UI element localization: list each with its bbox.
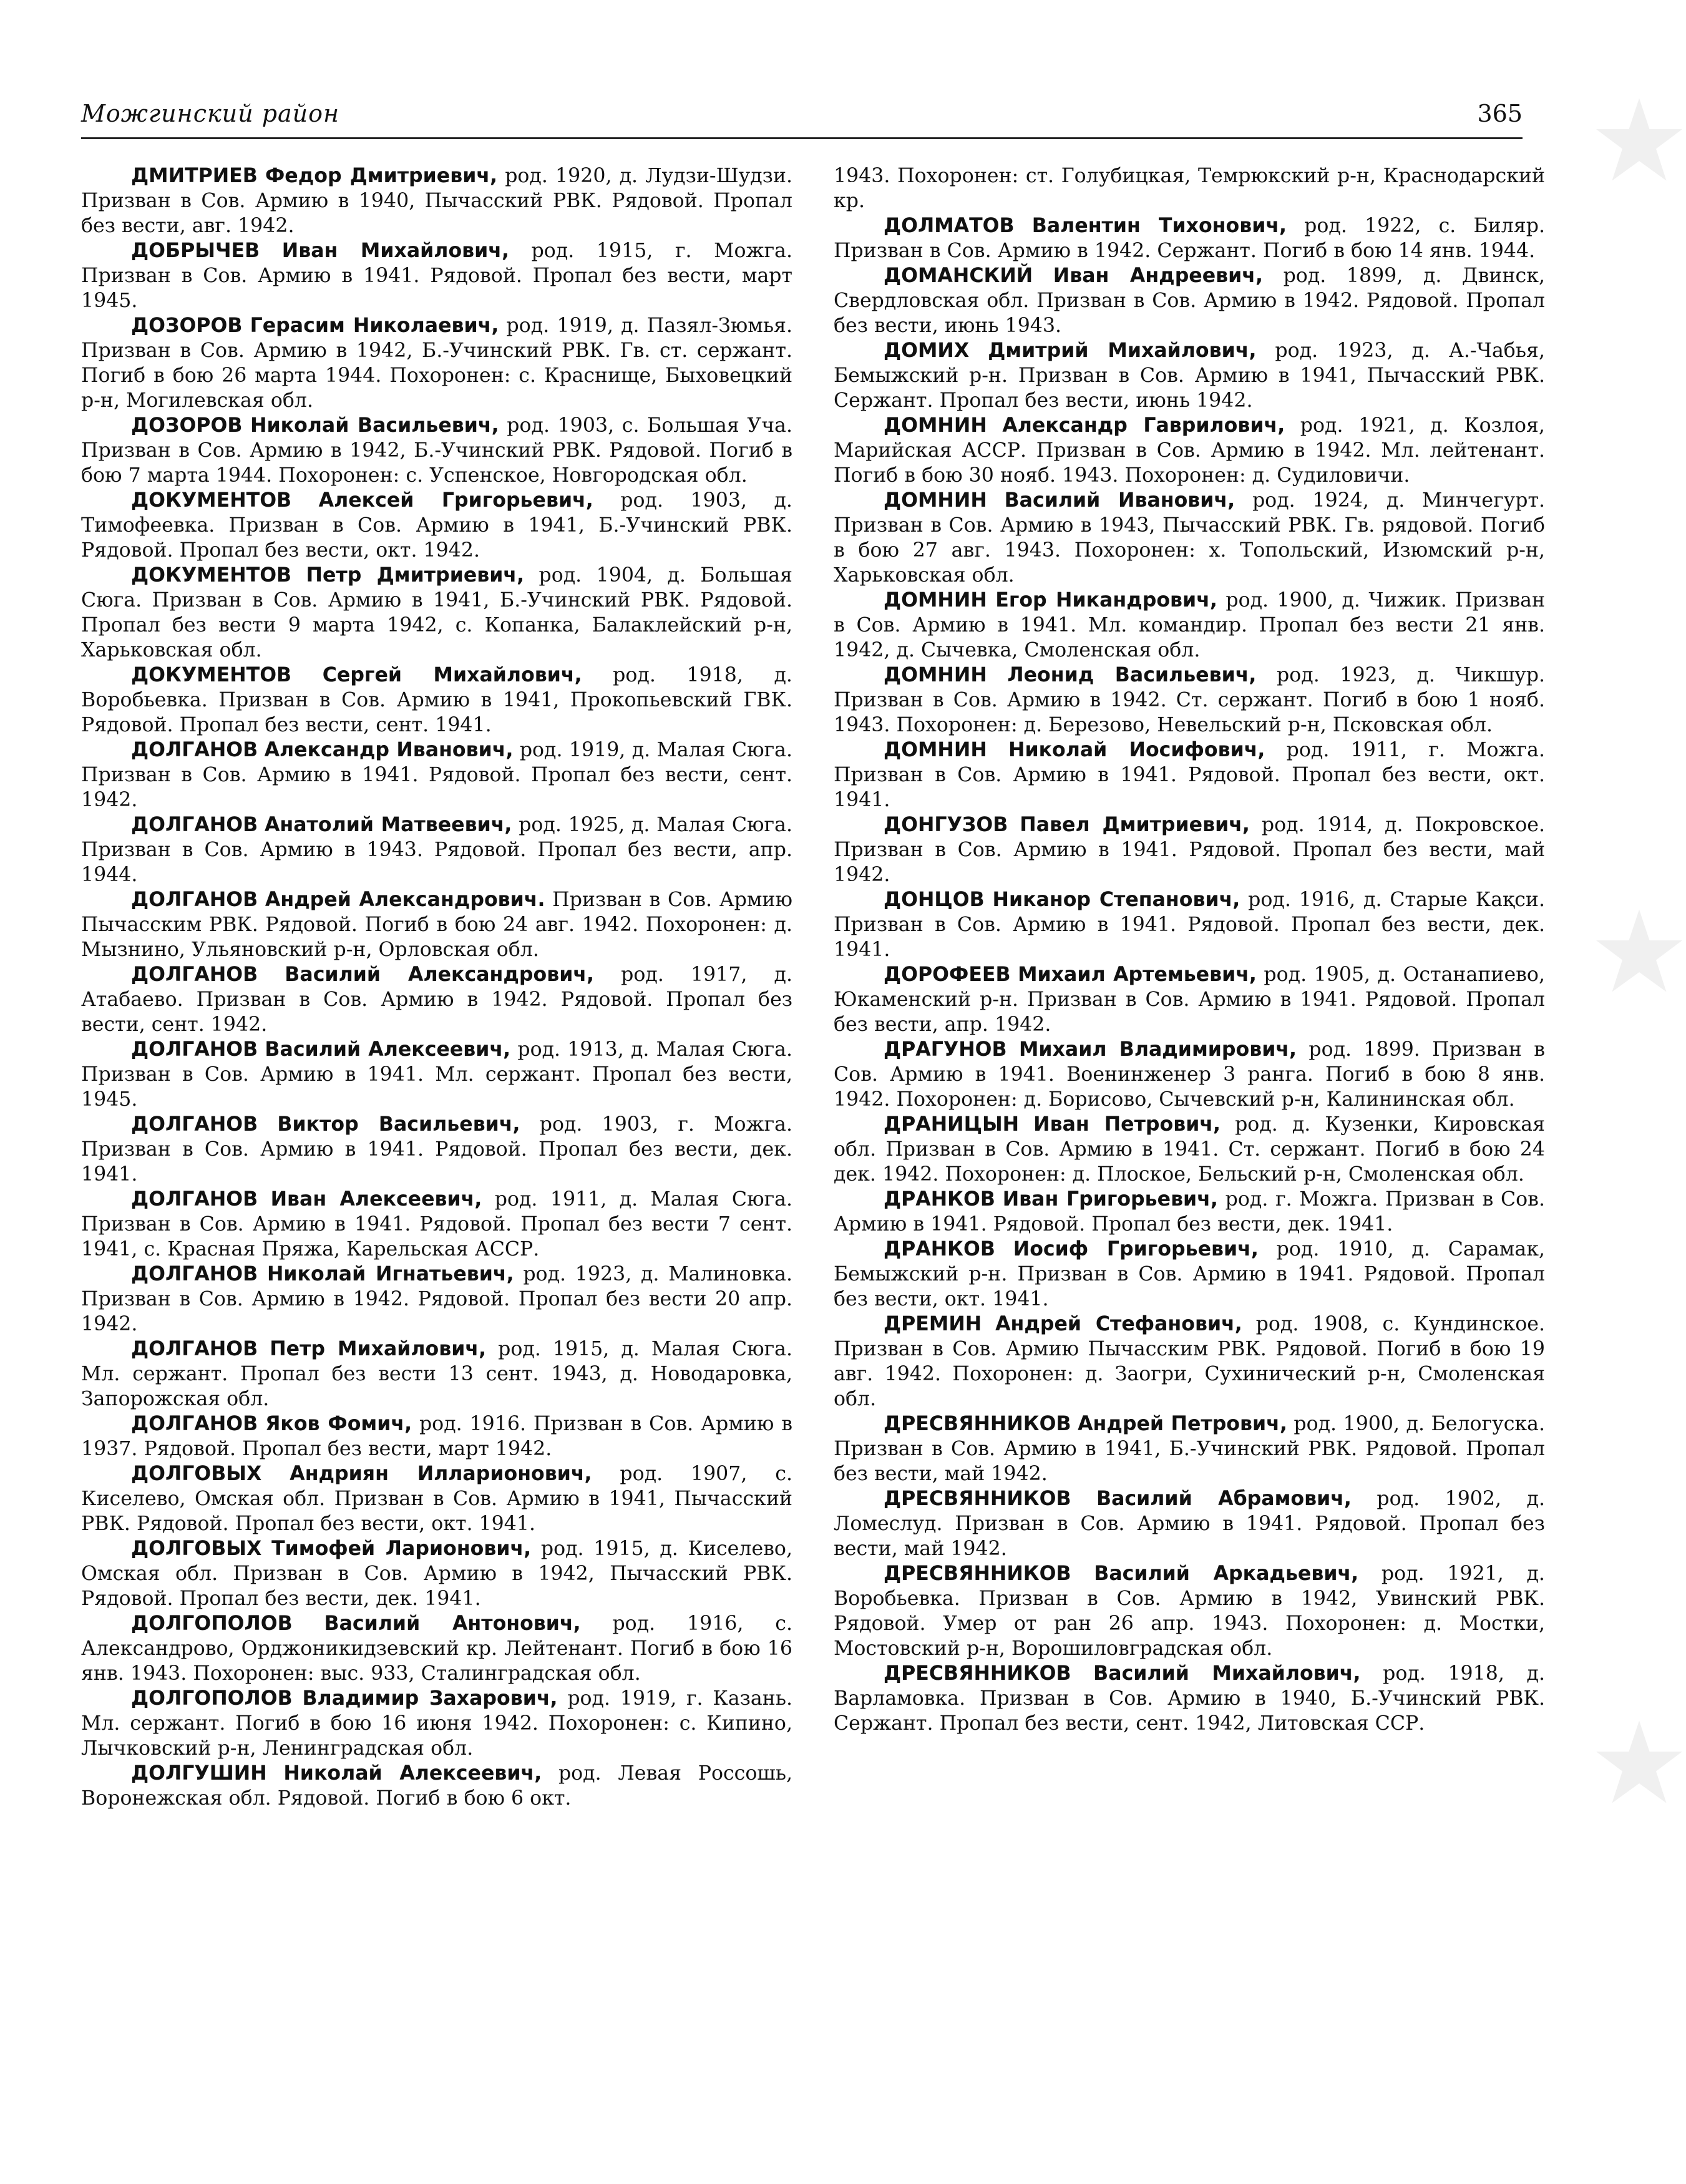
entry xyxy=(81,1262,792,1337)
entry-surname: ДОРОФЕЕВ xyxy=(884,963,1011,986)
entry-surname: ДОКУМЕНТОВ xyxy=(131,664,292,686)
entry-given-names: Иван Андреевич, xyxy=(1053,265,1263,287)
entry-given-names: Александр Гаврилович, xyxy=(1002,414,1285,437)
entry-given-names: Василий Антонович, xyxy=(324,1612,581,1635)
entry xyxy=(81,488,792,563)
entry-surname: ДОЛГОПОЛОВ xyxy=(131,1687,293,1710)
entry xyxy=(81,163,792,238)
entry-given-names: Василий Абрамович, xyxy=(1096,1488,1352,1510)
entry xyxy=(81,812,792,887)
entry-given-names: Егор Никандрович, xyxy=(995,589,1217,612)
entry-surname: ДОЛГАНОВ xyxy=(131,1113,258,1136)
entry-details: род. 1903, с. Большая Уча. Призван в Сов. Армию в 1942, Б.-Учинский РВК. Рядовой. Погиб в бою 7 марта 1944. Похоронен: с. Успенское, Новгородская обл. xyxy=(81,414,792,487)
entry xyxy=(81,1187,792,1262)
entry-given-names: Николай Алексеевич, xyxy=(283,1762,542,1785)
right-column-entries xyxy=(834,213,1545,1736)
entry-details: род. 1916, с. Александрово, Орджоникидзевский кр. Лейтенант. Погиб в бою 16 янв. 1943. Похоронен: выс. 933, Сталинградская обл. xyxy=(81,1612,792,1685)
entry xyxy=(834,1312,1545,1411)
entry-details: род. 1910, д. Сарамак, Бемыжский р-н. Призван в Сов. Армию в 1941. Рядовой. Пропал без вести, окт. 1941. xyxy=(834,1238,1545,1310)
entry-given-names: Михаил Артемьевич, xyxy=(1018,963,1257,986)
entry xyxy=(81,238,792,313)
entry-surname: ДОМАНСКИЙ xyxy=(884,265,1033,287)
entry-surname: ДОНЦОВ xyxy=(884,889,985,911)
entry-details: род. 1900, д. Чижик. Призван в Сов. Армию в 1941. Мл. командир. Пропал без вести 21 янв. 1942, д. Сычевка, Смоленская обл. xyxy=(834,589,1545,661)
running-head-district: Можгинский район xyxy=(81,100,340,127)
right-column xyxy=(834,163,1545,2011)
entry-details: род. 1918, д. Воробьевка. Призван в Сов. Армию в 1941, Прокопьевский ГВК. Рядовой. Пропал без вести, сент. 1941. xyxy=(81,664,792,736)
entry xyxy=(834,962,1545,1037)
entry xyxy=(834,213,1545,263)
entry-surname: ДОМНИН xyxy=(884,414,987,437)
entry-given-names: Иосиф Григорьевич, xyxy=(1013,1238,1259,1260)
entry-surname: ДОНГУЗОВ xyxy=(884,814,1008,836)
left-column xyxy=(81,163,792,2176)
entry-surname: ДОЗОРОВ xyxy=(131,314,243,337)
entry-given-names: Андрей Стефанович, xyxy=(995,1313,1242,1335)
entry-details: род. 1907, с. Киселево, Омская обл. Призван в Сов. Армию в 1941, Пычасский РВК. Рядовой. Пропал без вести, окт. 1941. xyxy=(81,1463,792,1535)
entry xyxy=(834,738,1545,812)
entry-details: род. 1908, с. Кундинское. Призван в Сов. Армию Пычасским РВК. Рядовой. Погиб в бою 19 авг. 1942. Похоронен: д. Заогри, Сухиничеcкий р-н, Смоленская обл. xyxy=(834,1313,1545,1410)
entry-given-names: Герасим Николаевич, xyxy=(250,314,499,337)
entry-surname: ДОЛГАНОВ xyxy=(131,963,258,986)
entry xyxy=(834,1661,1545,1736)
entry-details: род. 1911, г. Можга. Призван в Сов. Армию в 1941. Рядовой. Пропал без вести, окт. 1941. xyxy=(834,739,1545,811)
entry-details: род. д. Кузенки, Кировская обл. Призван в Сов. Армию в 1941. Ст. сержант. Погиб в бою 24 дек. 1942. Похоронен: д. Плоское, Бельский р-н, Смоленская обл. xyxy=(834,1113,1545,1186)
entry-given-names: Владимир Захарович, xyxy=(302,1687,558,1710)
entry xyxy=(81,1761,792,1811)
entry-given-names: Анатолий Матвеевич, xyxy=(264,814,512,836)
entry xyxy=(81,663,792,738)
entry-details: род. 1923, д. Чикшур. Призван в Сов. Армию в 1942. Ст. сержант. Погиб в бою 1 нояб. 1943. Похоронен: д. Березово, Невельский р-н, Псковская обл. xyxy=(834,664,1545,736)
entry-surname: ДОЗОРОВ xyxy=(131,414,243,437)
entry-surname: ДОМИХ xyxy=(884,339,970,362)
entry-surname: ДОЛГАНОВ xyxy=(131,1413,258,1435)
entry-details: род. 1920, д. Лудзи-Шудзи. Призван в Сов. Армию в 1940, Пычасский РВК. Рядовой. Пропал без вести, авг. 1942. xyxy=(81,165,792,237)
entry-details: род. 1919, д. Пазял-Зюмья. Призван в Сов. Армию в 1942, Б.-Учинский РВК. Гв. ст. сержант. Погиб в бою 26 марта 1944. Похоронен: с. Краснище, Быховецкий р-н, Могилевская обл. xyxy=(81,314,792,412)
entry xyxy=(834,1237,1545,1312)
entry-surname: ДРЕСВЯННИКОВ xyxy=(884,1488,1071,1510)
entry-given-names: Иван Михайлович, xyxy=(281,240,509,262)
entry-given-names: Тимофей Ларионович, xyxy=(271,1538,532,1560)
entry-details: род. 1900, д. Белогуска. Призван в Сов. Армию в 1941, Б.-Учинский РВК. Рядовой. Пропал без вести, май 1942. xyxy=(834,1413,1545,1485)
entry xyxy=(81,1536,792,1611)
entry-given-names: Василий Иванович, xyxy=(1004,489,1235,512)
entry-given-names: Сергей Михайлович, xyxy=(322,664,582,686)
entry xyxy=(834,1112,1545,1187)
entry xyxy=(81,563,792,663)
entry xyxy=(834,338,1545,413)
entry xyxy=(834,663,1545,738)
entry xyxy=(834,413,1545,488)
entry-given-names: Леонид Васильевич, xyxy=(1007,664,1257,686)
entry-given-names: Андриян Илларионович, xyxy=(290,1463,592,1485)
entry-given-names: Никанор Степанович, xyxy=(992,889,1240,911)
entry-surname: ДОКУМЕНТОВ xyxy=(131,489,292,512)
star-watermark-icon xyxy=(1592,905,1686,998)
entry xyxy=(834,812,1545,887)
entry-details: род. 1922, с. Биляр. Призван в Сов. Армию в 1942. Сержант. Погиб в бою 14 янв. 1944. xyxy=(834,215,1545,262)
entry-given-names: Виктор Васильевич, xyxy=(277,1113,520,1136)
entry xyxy=(81,738,792,812)
entry-surname: ДОЛГАНОВ xyxy=(131,1038,258,1061)
star-watermark-icon xyxy=(1592,1716,1686,1810)
entry-surname: ДРАНКОВ xyxy=(884,1238,995,1260)
entry xyxy=(81,313,792,413)
entry xyxy=(81,1037,792,1112)
entry-surname: ДОЛГОВЫХ xyxy=(131,1538,262,1560)
entry-details: род. 1925, д. Малая Сюга. Призван в Сов. Армию в 1943. Рядовой. Пропал без вести, апр. 1944. xyxy=(81,814,792,886)
entry-details: род. 1919, г. Казань. Мл. сержант. Погиб в бою 16 июня 1942. Похоронен: с. Кипино, Лычковский р-н, Ленинградская обл. xyxy=(81,1687,792,1760)
entry-surname: ДОЛГАНОВ xyxy=(131,814,258,836)
entry xyxy=(81,1611,792,1686)
entry-surname: ДОЛГАНОВ xyxy=(131,1188,258,1211)
star-watermark-icon xyxy=(1592,94,1686,187)
entry-given-names: Иван Алексеевич, xyxy=(270,1188,482,1211)
entry-given-names: Николай Иосифович, xyxy=(1008,739,1265,761)
entry-given-names: Иван Петрович, xyxy=(1033,1113,1221,1136)
entry-surname: ДОЛГАНОВ xyxy=(131,889,258,911)
entry-given-names: Александр Иванович, xyxy=(264,739,514,761)
entry-given-names: Василий Михайлович, xyxy=(1093,1662,1361,1685)
entry-given-names: Василий Алексеевич, xyxy=(265,1038,511,1061)
entry xyxy=(834,1037,1545,1112)
entry-details: род. 1921, д. Воробьевка. Призван в Сов. Армию в 1942, Увинский РВК. Рядовой. Умер от ран 26 апр. 1943. Похоронен: д. Мостки, Мостовский р-н, Ворошиловградская обл. xyxy=(834,1562,1545,1660)
entry xyxy=(81,962,792,1037)
entry-given-names: Андрей Александрович. xyxy=(265,889,545,911)
entry-surname: ДОБРЫЧЕВ xyxy=(131,240,260,262)
entry-surname: ДОМНИН xyxy=(884,664,987,686)
entry-details: род. 1899, д. Двинск, Свердловская обл. Призван в Сов. Армию в 1942. Рядовой. Пропал без вести, июнь 1943. xyxy=(834,265,1545,337)
entry-details: род. 1903, д. Тимофеевка. Призван в Сов. Армию в 1941, Б.-Учинский РВК. Рядовой. Пропал без вести, окт. 1942. xyxy=(81,489,792,562)
entry-details: род. 1916, д. Старые Кақси. Призван в Сов. Армию в 1941. Рядовой. Пропал без вести, дек. 1941. xyxy=(834,889,1545,961)
entry-surname: ДРЕСВЯННИКОВ xyxy=(884,1413,1071,1435)
entry-given-names: Яков Фомич, xyxy=(265,1413,412,1435)
page-number: 365 xyxy=(1477,100,1523,127)
entry xyxy=(81,1337,792,1411)
entry xyxy=(834,1486,1545,1561)
entry-details: род. 1923, д. Малиновка. Призван в Сов. Армию в 1942. Рядовой. Пропал без вести 20 апр. 1942. xyxy=(81,1263,792,1335)
entry-given-names: Николай Игнатьевич, xyxy=(266,1263,514,1285)
entry-given-names: Андрей Петрович, xyxy=(1078,1413,1287,1435)
entry-surname: ДРАНИЦЫН xyxy=(884,1113,1020,1136)
entry xyxy=(834,1187,1545,1237)
entry xyxy=(834,488,1545,588)
entry-details: род. г. Можга. Призван в Сов. Армию в 1941. Рядовой. Пропал без вести, дек. 1941. xyxy=(834,1188,1545,1236)
entry-surname: ДОКУМЕНТОВ xyxy=(131,564,292,587)
entry-surname: ДОМНИН xyxy=(884,489,987,512)
entry-details: род. 1921, д. Козлоя, Марийская АССР. Призван в Сов. Армию в 1942. Мл. лейтенант. Погиб в бою 30 нояб. 1943. Похоронен: д. Судиловичи. xyxy=(834,414,1545,487)
entry-surname: ДОЛГАНОВ xyxy=(131,1263,258,1285)
entry xyxy=(81,413,792,488)
entry-given-names: Дмитрий Михайлович, xyxy=(988,339,1257,362)
entry xyxy=(834,588,1545,663)
entry-surname: ДОЛГУШИН xyxy=(131,1762,267,1785)
entry-details: род. 1903, г. Можга. Призван в Сов. Армию в 1941. Рядовой. Пропал без вести, дек. 1941. xyxy=(81,1113,792,1186)
entry-surname: ДРЕСВЯННИКОВ xyxy=(884,1562,1071,1585)
entry-details: род. 1913, д. Малая Сюга. Призван в Сов. Армию в 1941. Мл. сержант. Пропал без вести, 1945. xyxy=(81,1038,792,1111)
entry-details: род. 1915, д. Киселево, Омская обл. Призван в Сов. Армию в 1942, Пычасский РВК. Рядовой. Пропал без вести, дек. 1941. xyxy=(81,1538,792,1610)
entry-details: род. 1915, д. Малая Сюга. Мл. сержант. Пропал без вести 13 сент. 1943, д. Новодаровка, Запорожская обл. xyxy=(81,1338,792,1410)
entry-surname: ДРАГУНОВ xyxy=(884,1038,1007,1061)
entry-given-names: Валентин Тихонович, xyxy=(1031,215,1287,237)
entry-surname: ДМИТРИЕВ xyxy=(131,165,258,187)
entry-given-names: Федор Дмитриевич, xyxy=(265,165,498,187)
entry-details: род. 1899. Призван в Сов. Армию в 1941. Военинженер 3 ранга. Погиб в бою 8 янв. 1942. Похоронен: д. Борисово, Сычевский р-н, Калининская обл. xyxy=(834,1038,1545,1111)
entry-details: род. 1915, г. Можга. Призван в Сов. Армию в 1941. Рядовой. Пропал без вести, март 1945. xyxy=(81,240,792,312)
entry xyxy=(81,1461,792,1536)
entry-details: род. 1911, д. Малая Сюга. Призван в Сов. Армию в 1941. Рядовой. Пропал без вести 7 сент. 1941, с. Красная Пряжа, Карельская АССР. xyxy=(81,1188,792,1260)
entry-given-names: Василий Александрович, xyxy=(285,963,595,986)
entry xyxy=(81,1686,792,1761)
entry-given-names: Петр Дмитриевич, xyxy=(306,564,525,587)
entry-details: Призван в Сов. Армию Пычасским РВК. Рядовой. Погиб в бою 24 авг. 1942. Похоронен: д. Мызнино, Ульяновский р-н, Орловская обл. xyxy=(81,889,792,961)
entry-details: род. 1923, д. А.-Чабья, Бемыжский р-н. Призван в Сов. Армию в 1941, Пычасский РВК. Сержант. Пропал без вести, июнь 1942. xyxy=(834,339,1545,412)
entry-given-names: Николай Васильевич, xyxy=(250,414,499,437)
entry xyxy=(81,1112,792,1187)
entry-given-names: Павел Дмитриевич, xyxy=(1020,814,1250,836)
entry-details: род. Левая Россошь, Воронежская обл. Рядовой. Погиб в бою 6 окт. xyxy=(81,1762,792,1810)
entry-details: род. 1918, д. Варламовка. Призван в Сов. Армию в 1940, Б.-Учинский РВК. Сержант. Пропал без вести, сент. 1942, Литовская ССР. xyxy=(834,1662,1545,1735)
entry-surname: ДОЛГАНОВ xyxy=(131,739,258,761)
entry-details: род. 1919, д. Малая Сюга. Призван в Сов. Армию в 1941. Рядовой. Пропал без вести, сент. 1942. xyxy=(81,739,792,811)
entry-surname: ДРАНКОВ xyxy=(884,1188,995,1211)
entry-details: род. 1905, д. Останапиево, Юкаменский р-н. Призван в Сов. Армию в 1941. Рядовой. Пропал без вести, апр. 1942. xyxy=(834,963,1545,1036)
entry xyxy=(834,1561,1545,1661)
entry-surname: ДОЛМАТОВ xyxy=(884,215,1015,237)
entry-details: род. 1904, д. Большая Сюга. Призван в Сов. Армию в 1941, Б.-Учинский РВК. Рядовой. Пропал без вести 9 марта 1942, с. Копанка, Балаклейский р-н, Харьковская обл. xyxy=(81,564,792,661)
entry-surname: ДРЕМИН xyxy=(884,1313,982,1335)
entry xyxy=(81,1411,792,1461)
entry-details: род. 1916. Призван в Сов. Армию в 1937. Рядовой. Пропал без вести, март 1942. xyxy=(81,1413,792,1460)
entry-surname: ДОЛГОВЫХ xyxy=(131,1463,262,1485)
entry xyxy=(834,263,1545,338)
header-rule xyxy=(81,137,1523,139)
continuation-text: 1943. Похоронен: ст. Голубицкая, Темрюкский р-н, Краснодарский кр. xyxy=(834,165,1545,212)
entry-given-names: Василий Аркадьевич, xyxy=(1094,1562,1359,1585)
entry xyxy=(834,1411,1545,1486)
entry-given-names: Петр Михайлович, xyxy=(270,1338,487,1360)
entry-surname: ДОМНИН xyxy=(884,739,987,761)
entry-surname: ДОМНИН xyxy=(884,589,987,612)
entry-surname: ДОЛГАНОВ xyxy=(131,1338,258,1360)
entry-given-names: Алексей Григорьевич, xyxy=(318,489,593,512)
entry-given-names: Михаил Владимирович, xyxy=(1018,1038,1297,1061)
entry-details: род. 1924, д. Минчегурт. Призван в Сов. Армию в 1943, Пычасский РВК. Гв. рядовой. Погиб в бою 27 авг. 1943. Похоронен: х. Топольский, Изюмский р-н, Харьковская обл. xyxy=(834,489,1545,587)
entry-details: род. 1917, д. Атабаево. Призван в Сов. Армию в 1942. Рядовой. Пропал без вести, сент. 1942. xyxy=(81,963,792,1036)
entry-surname: ДОЛГОПОЛОВ xyxy=(131,1612,293,1635)
entry xyxy=(834,887,1545,962)
entry xyxy=(81,887,792,962)
entry-details: род. 1914, д. Покровское. Призван в Сов. Армию в 1941. Рядовой. Пропал без вести, май 1942. xyxy=(834,814,1545,886)
entry-surname: ДРЕСВЯННИКОВ xyxy=(884,1662,1071,1685)
entry-details: род. 1902, д. Ломеслуд. Призван в Сов. Армию в 1941. Рядовой. Пропал без вести, май 1942. xyxy=(834,1488,1545,1560)
entry-given-names: Иван Григорьевич, xyxy=(1002,1188,1218,1211)
